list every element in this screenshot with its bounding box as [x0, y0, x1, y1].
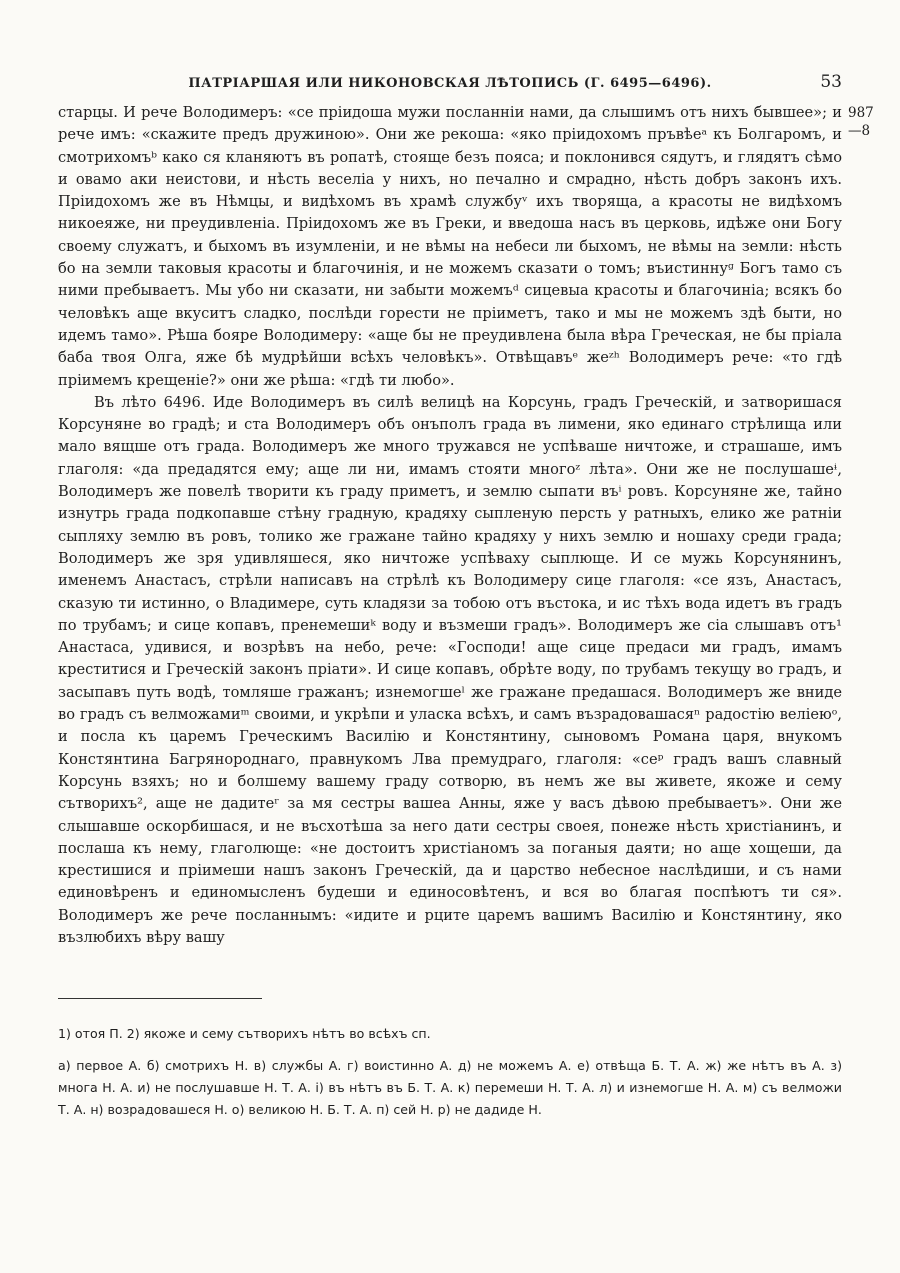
variant-readings: а) первое А. б) смотрихъ Н. в) службы А. г) воистинно А. д) не можемъ А. е) отвѣща Б. Т. А. ж) же нѣтъ въ А. з) многа Н. А. и) не послушавше Н. Т. А. і) въ нѣтъ въ Б. Т. А. к) перемеши Н. Т. А. л) и изнемогше Н. А. м) съ велможи Т. А. н) возрадовашеся Н. о) великою Н. Б. Т. А. п) сей Н. р) не дадиде Н. — [58, 1058, 842, 1117]
page-header — [58, 72, 842, 96]
paragraph: старцы. И рече Володимеръ: «се пріидоша мужи посланніи нами, да слышимъ отъ нихъ бывшее»; и рече имъ: «скажите предъ дружиною». Они же рекоша: «яко пріидохомъ пръвѣеᵃ къ Болгаромъ, и смотрихомъᵇ како ся кланяютъ въ ропатѣ, стояще безъ пояса; и поклонився сядутъ, и глядятъ сѣмо и овамо аки неистови, и нѣсть веселіа у нихъ, но печално и смрадно, нѣсть добръ законъ ихъ. Пріидохомъ же въ Нѣмцы, и видѣхомъ въ храмѣ службуᵛ ихъ творяща, а красоты не видѣхомъ никоеяже, ни преудивленіа. Пріидохомъ же въ Греки, и введоша насъ въ церковь, идѣже они Богу своему служатъ, и быхомъ въ изумленіи, и не вѣмы на небеси ли быхомъ, не вѣмы на земли: нѣсть бо на земли таковыя красоты и благочинія, и не можемъ сказати о томъ; въистиннуᵍ Богъ тамо съ ними пребываетъ. Мы убо ни сказати, ни забыти можемъᵈ сицевыа красоты и благочиніа; всякъ бо человѣкъ аще вкуситъ сладко, послѣди горести не пріиметъ, тако и мы не можемъ здѣ быти, но идемъ тамо». Рѣша бояре Володимеру: «аще бы не преудивлена была вѣра Греческая, не бы пріала баба твоя Олга, яже бѣ мудрѣйши всѣхъ человѣкъ». Отвѣщавъᵉ жеᶻʰ Володимеръ рече: «то гдѣ пріимемъ крещеніе?» они же рѣша: «гдѣ ти любо». — [58, 104, 842, 389]
numbered-footnotes: 1) отоя П. 2) якоже и сему сътворихъ нѣтъ во всѣхъ сп. — [58, 1026, 431, 1041]
footnotes — [58, 1023, 842, 1121]
chronicle-text — [58, 102, 842, 949]
footnote-rule — [58, 998, 262, 999]
running-head: ПАТРІАРШАЯ ИЛИ НИКОНОВСКАЯ ЛѢТОПИСЬ (Г. 6495—6496). — [188, 76, 712, 91]
margin-year-range: —8 — [848, 123, 871, 139]
page-number: 53 — [820, 72, 842, 92]
paragraph: Въ лѣто 6496. Иде Володимеръ въ силѣ велицѣ на Корсунь, градъ Греческій, и затворишася Корсуняне во градѣ; и ста Володимеръ объ онъполъ града въ лимени, яко единаго стрѣлища или мало вящше отъ града. Володимеръ же много тружався не успѣваше ничтоже, и страшаше, имъ глаголя: «да предадятся ему; аще ли ни, имамъ стояти многоᶻ лѣта». Они же не послушашеᶤ, Володимеръ же повелѣ творити къ граду приметъ, и землю сыпати въⁱ ровъ. Корсуняне же, тайно изнутрь града подкопавше стѣну градную, крадяху сыпленую персть у ратныхъ, елико же ратніи сыпляху землю въ ровъ, толико же гражане тайно крадяху у нихъ землю и ношаху среди града; Володимеръ же зря удивляшеся, яко ничтоже успѣваху сыплюще. И се мужь Корсунянинъ, именемъ Анастасъ, стрѣли написавъ на стрѣлѣ къ Володимеру сице глаголя: «се язъ, Анастасъ, сказую ти истинно, о Владимере, суть кладязи за тобою отъ въстока, и ис тѣхъ вода идетъ въ градъ по трубамъ; и сице копавъ, пренемешиᵏ воду и възмеши градъ». Володимеръ же сіа слышавъ отъ¹ Анастаса, удивися, и возрѣвъ на небо, рече: «Господи! аще сице предаси ми градъ, имамъ креститися и Греческій законъ пріати». И сице копавъ, обрѣте воду, по трубамъ текущу во градъ, и засыпавъ путь водѣ, томляше гражанъ; изнемогшеˡ же гражане предашася. Володимеръ же вниде во градъ съ велможамиᵐ своими, и укрѣпи и уласка всѣхъ, и самъ възрадовашасяⁿ радостію веліеюᵒ, и посла къ царемъ Греческимъ Василію и Констянтину, сыновомъ Романа царя, внукомъ Констянтина Багрянороднаго, правнукомъ Лва премудраго, глаголя: «сеᵖ градъ вашъ славный Корсунь взяхъ; но и болшему вашему граду сотворю, въ немъ же вы живете, якоже и сему сътворихъ², аще не дадитеʳ за мя сестры вашеа Анны, яже у васъ дѣвою пребываетъ». Они же слышавше оскорбишася, и не въсхотѣша за него дати сестры своея, понеже нѣсть христіанинъ, и послаша къ нему, глаголюще: «не достоитъ христіаномъ за поганыя даяти; но аще хощеши, да крестишися и пріимеши нашъ законъ Греческій, да и царство небесное наслѣдиши, и съ нами единовѣренъ и единомысленъ будеши и единосовѣтенъ, и вся во благая поспѣютъ ти ся». Володимеръ же рече посланнымъ: «идите и рците царемъ вашимъ Василію и Констянтину, яко възлюбихъ вѣру вашу — [58, 393, 842, 946]
margin-year: 987 — [848, 105, 874, 121]
